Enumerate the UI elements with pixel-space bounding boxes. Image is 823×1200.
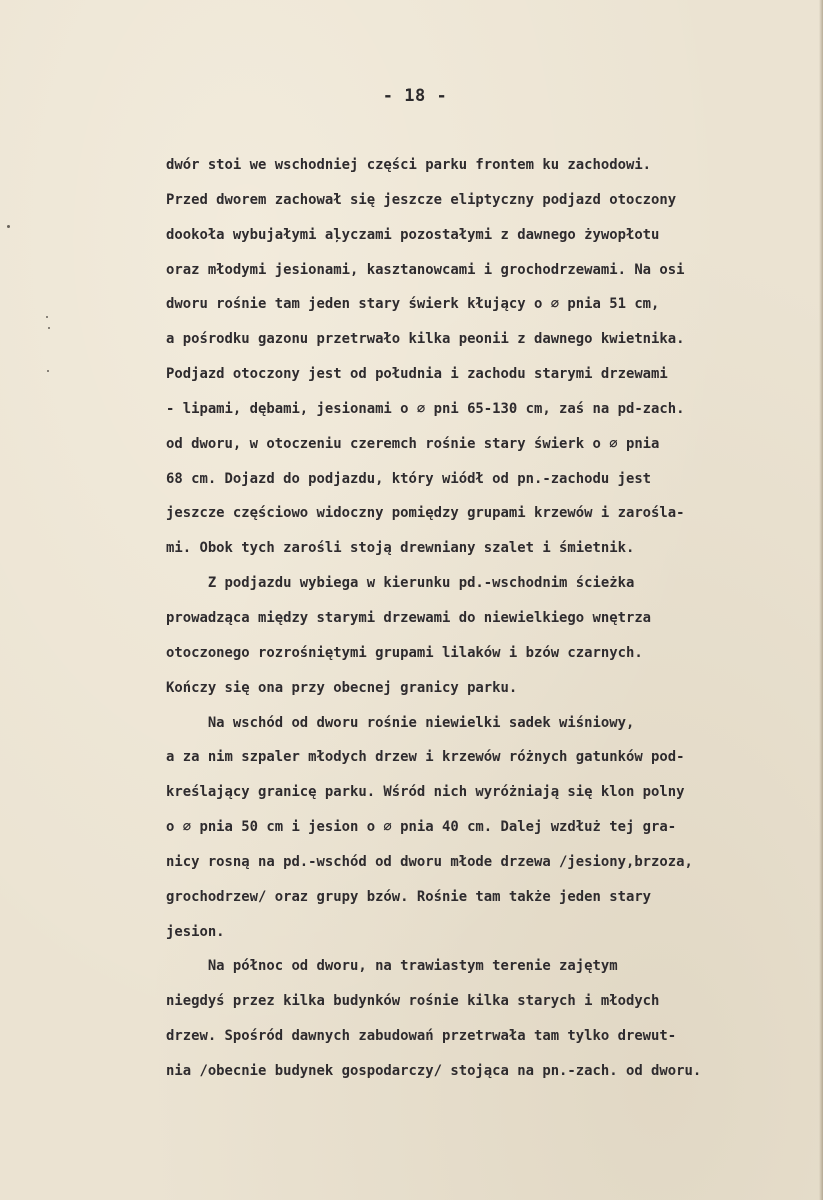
page-number: - 18 - — [382, 86, 448, 106]
text-line: grochodrzew/ oraz grupy bzów. Rośnie tam także jeden stary — [166, 888, 652, 905]
text-line: prowadząca między starymi drzewami do niewielkiego wnętrza — [166, 609, 652, 626]
text-line: niegdyś przez kilka budynków rośnie kilka starych i młodych — [166, 993, 660, 1010]
margin-speck — [48, 327, 50, 329]
text-line: a za nim szpaler młodych drzew i krzewów różnych gatunków pod- — [166, 749, 685, 766]
text-line: Kończy się ona przy obecnej granicy parku. — [166, 679, 518, 696]
text-line: dookoła wybujałymi aļyczami pozostałymi z dawnego żywopłotu — [166, 226, 660, 243]
text-line: od dworu, w otoczeniu czeremch rośnie stary świerk o ∅ pnia — [166, 435, 660, 452]
text-line: drzew. Spośród dawnych zabudowań przetrwała tam tylko drewut- — [166, 1028, 677, 1045]
text-line: nicy rosną na pd.-wschód od dworu młode drzewa /jesiony,brzoza, — [166, 853, 693, 870]
text-line: - lipami, dębami, jesionami o ∅ pni 65-130 cm, zaś na pd-zach. — [166, 400, 685, 417]
text-line: o ∅ pnia 50 cm i jesion o ∅ pnia 40 cm. Dalej wzdłuż tej gra- — [166, 819, 677, 836]
text-line: dworu rośnie tam jeden stary świerk kłujący o ∅ pnia 51 cm, — [166, 296, 660, 313]
text-line: dwór stoi we wschodniej części parku frontem ku zachodowi. — [166, 157, 652, 173]
text-line: Podjazd otoczony jest od południa i zachodu starymi drzewami — [166, 366, 668, 383]
text-line: kreślający granicę parku. Wśród nich wyróżniają się klon polny — [166, 784, 685, 801]
text-line: otoczonego rozrośniętymi grupami lilaków i bzów czarnych. — [166, 644, 643, 661]
text-line: Z podjazdu wybiega w kierunku pd.-wschodnim ścieżka — [166, 575, 635, 592]
margin-speck — [46, 316, 48, 318]
margin-speck — [47, 370, 49, 372]
text-line: a pośrodku gazonu przetrwało kilka peonii z dawnego kwietnika. — [166, 331, 685, 348]
document-body — [166, 148, 823, 1089]
text-line: Na północ od dworu, na trawiastym terenie zajętym — [166, 958, 618, 975]
text-line: Przed dworem zachował się jeszcze eliptyczny podjazd otoczony — [166, 191, 677, 208]
text-line: nia /obecnie budynek gospodarczy/ stojąca na pn.-zach. od dworu. — [166, 1062, 702, 1079]
text-line: mi. Obok tych zarośli stoją drewniany szalet i śmietnik. — [166, 540, 635, 557]
text-line: 68 cm. Dojazd do podjazdu, który wiódł od pn.-zachodu jest — [166, 470, 652, 487]
text-line: Na wschód od dworu rośnie niewielki sadek wiśniowy, — [166, 714, 635, 731]
margin-speck — [7, 225, 10, 228]
text-line: jesion. — [166, 923, 225, 940]
text-line: oraz młodymi jesionami, kasztanowcami i grochodrzewami. Na osi — [166, 261, 685, 278]
text-line: jeszcze częściowo widoczny pomiędzy grupami krzewów i zarośla- — [166, 505, 685, 522]
